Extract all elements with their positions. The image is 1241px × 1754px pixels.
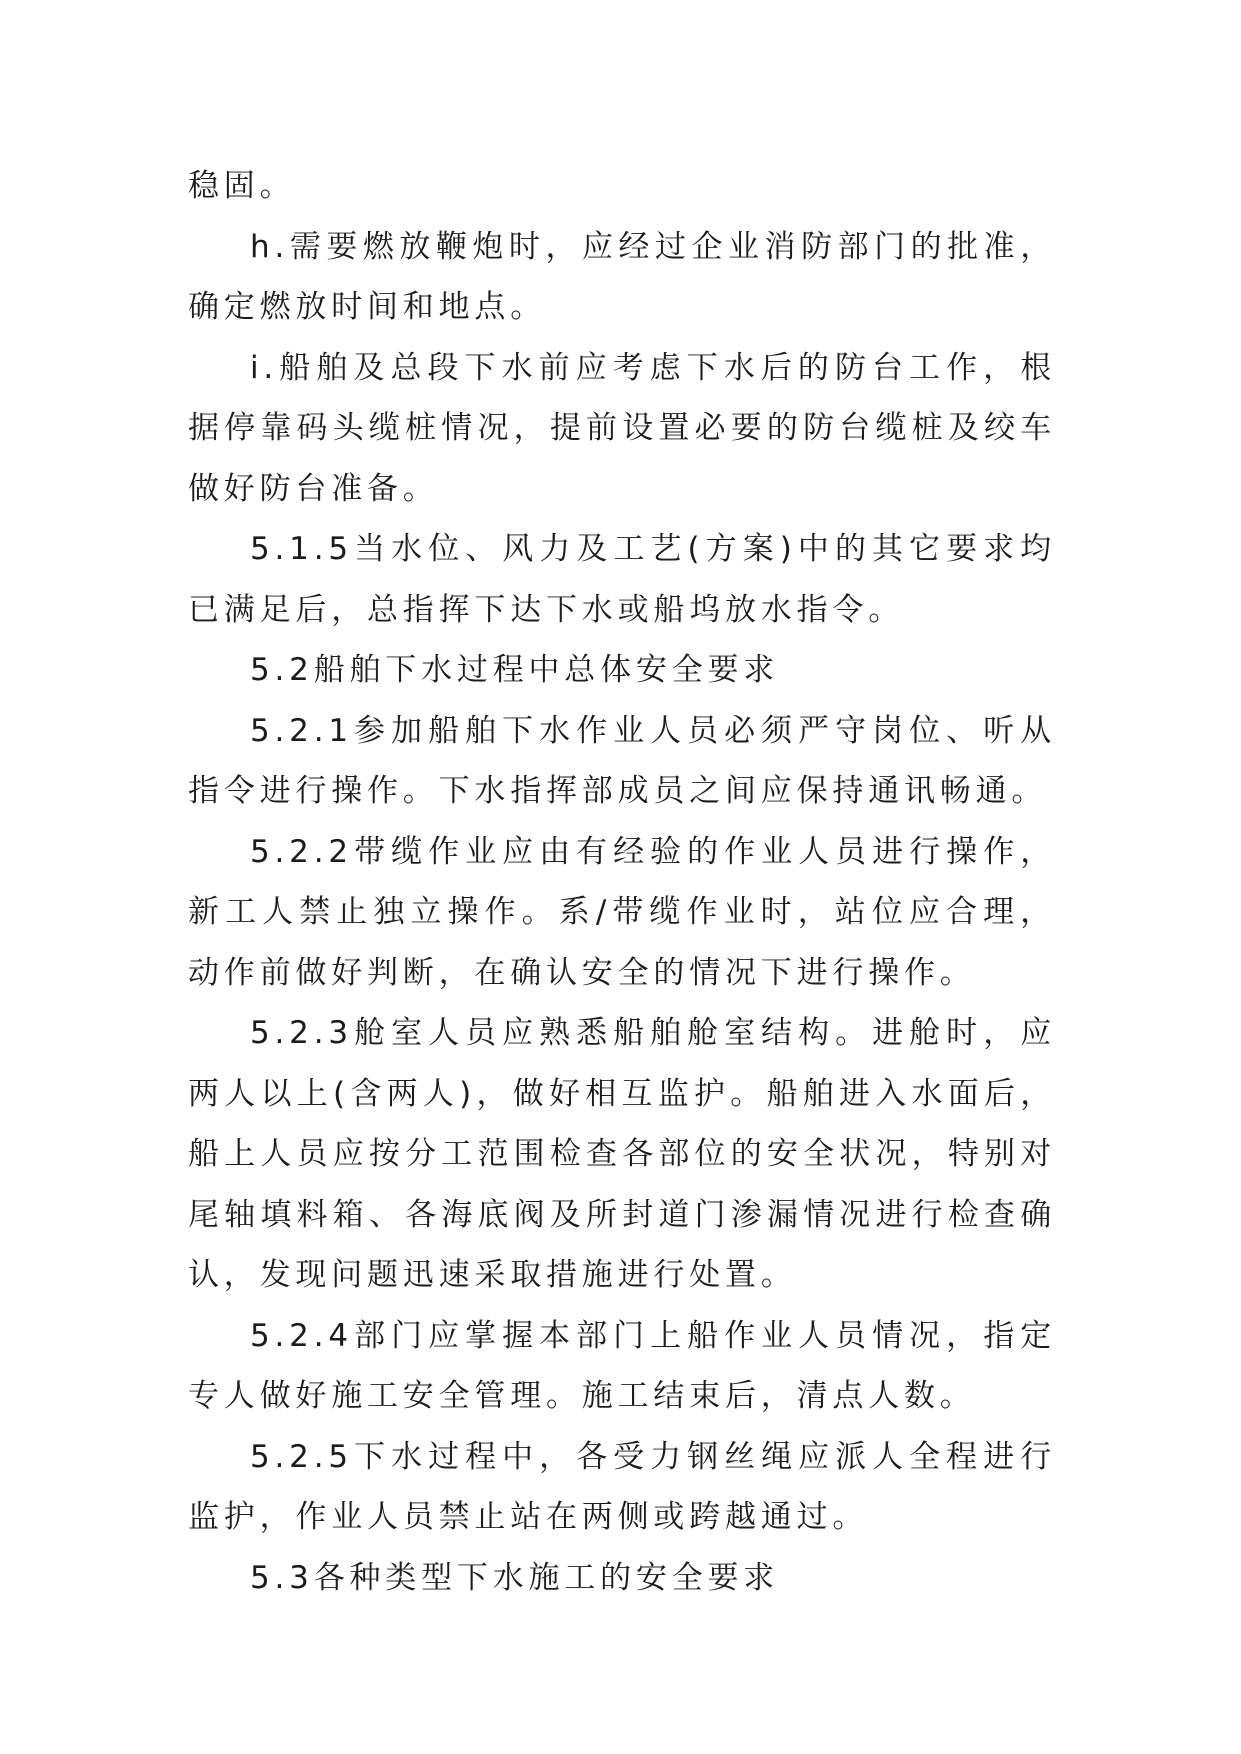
paragraph-5-2-4: 5.2.4部门应掌握本部门上船作业人员情况，指定专人做好施工安全管理。施工结束后，清点人数。 [188, 1317, 1056, 1414]
paragraph-5-2-5: 5.2.5下水过程中，各受力钢丝绳应派人全程进行监护，作业人员禁止站在两侧或跨越通过。 [188, 1438, 1056, 1535]
document-body [188, 156, 1056, 1608]
paragraph-item-i: i.船舶及总段下水前应考虑下水后的防台工作，根据停靠码头缆桩情况，提前设置必要的防台缆桩及绞车做好防台准备。 [188, 349, 1056, 507]
paragraph-5-2-3: 5.2.3舱室人员应熟悉船舶舱室结构。进舱时，应两人以上(含两人)，做好相互监护。船舶进入水面后，船上人员应按分工范围检查各部位的安全状况，特别对尾轴填料箱、各海底阀及所封道门渗漏情况进行检查确认，发现问题迅速采取措施进行处置。 [188, 1015, 1056, 1293]
section-heading-5-2: 5.2船舶下水过程中总体安全要求 [250, 652, 780, 688]
paragraph-continuation: 稳固。 [188, 168, 296, 204]
paragraph-item-h: h.需要燃放鞭炮时，应经过企业消防部门的批准，确定燃放时间和地点。 [188, 228, 1056, 325]
paragraph-5-2-2: 5.2.2带缆作业应由有经验的作业人员进行操作，新工人禁止独立操作。系/带缆作业时，站位应合理，动作前做好判断，在确认安全的情况下进行操作。 [188, 833, 1056, 991]
paragraph-5-2-1: 5.2.1参加船舶下水作业人员必须严守岗位、听从指令进行操作。下水指挥部成员之间应保持通讯畅通。 [188, 712, 1056, 809]
paragraph-5-1-5: 5.1.5当水位、风力及工艺(方案)中的其它要求均已满足后，总指挥下达下水或船坞放水指令。 [188, 531, 1056, 628]
section-heading-5-3: 5.3各种类型下水施工的安全要求 [250, 1559, 780, 1596]
